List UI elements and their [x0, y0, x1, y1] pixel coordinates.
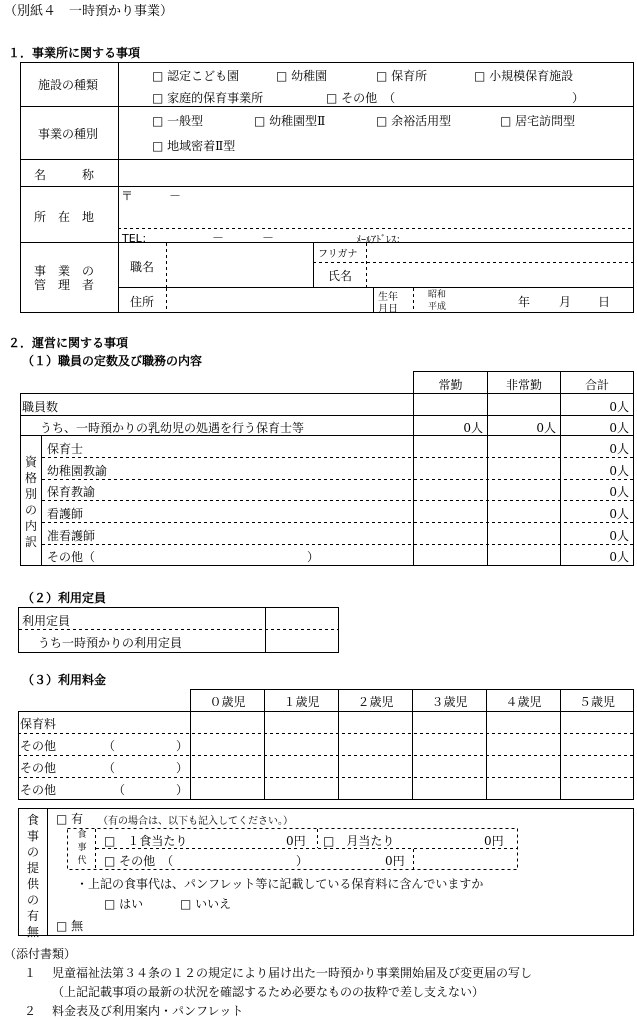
meal-per-month-value[interactable]: 0円 [484, 834, 504, 848]
fee-row-other-3: その他 [20, 783, 57, 797]
caregiver-total[interactable]: 0人 [609, 421, 629, 435]
fee-row-other-2: その他 [20, 761, 57, 775]
fee-col-age3: ３歳児 [431, 695, 468, 709]
birth-month-unit: 月 [559, 295, 572, 309]
meals-label: 食 事 の 提 供 の 有 無 [26, 813, 39, 939]
job-title-label: 職名 [130, 260, 155, 274]
staff-subtitle: （１）職員の定数及び職務の内容 [22, 354, 203, 368]
section-1-title: １．事業所に関する事項 [8, 46, 141, 60]
capacity-subtitle: （２）利用定員 [22, 591, 107, 605]
attachments-title: （添付書類） [4, 947, 77, 961]
facility-type-kindergarten[interactable]: □ 幼稚園 [276, 69, 328, 83]
birth-label-line2: 月日 [378, 304, 398, 315]
facility-type-nintei[interactable]: □ 認定こども園 [152, 69, 240, 83]
manager-address-label: 住所 [130, 295, 155, 309]
caregiver-label: うち、一時預かりの乳幼児の処遇を行う保育士等 [40, 421, 305, 435]
qual-row-other: その他（ [47, 550, 96, 564]
fee-row-other-1-close: ） [176, 739, 189, 753]
facility-type-home[interactable]: □ 家庭的保育事業所 [152, 91, 264, 105]
qual-row-hoikushi-total[interactable]: 0人 [609, 442, 629, 456]
qual-row-hoiku-kyoyu-total[interactable]: 0人 [609, 485, 629, 499]
meal-per-meal-checkbox[interactable]: □ １食当たり [104, 834, 188, 848]
qual-row-assoc-nurse-total[interactable]: 0人 [609, 529, 629, 543]
attachment-1-num: １ [24, 966, 37, 980]
person-name-label: 氏名 [328, 269, 353, 283]
manager-label-line1: 事 業 の [34, 264, 95, 278]
attachment-1-note: （上記記載事項の最新の状況を確認するため必要なものの抜粋で差し支えない） [52, 985, 485, 999]
qual-row-other-close: ） [307, 550, 320, 564]
facility-type-other[interactable]: □ その他 （ [326, 91, 396, 105]
col-parttime: 非常勤 [505, 378, 542, 392]
qual-row-other-total[interactable]: 0人 [609, 550, 629, 564]
meal-question-no[interactable]: □ いいえ [180, 897, 232, 911]
meal-question: ・上記の食事代は、パンフレット等に記載している保育料に含んでいますか [76, 877, 484, 891]
birth-label-line1: 生年 [378, 292, 398, 303]
qual-row-nurse-total[interactable]: 0人 [609, 507, 629, 521]
caregiver-parttime[interactable]: 0人 [536, 421, 556, 435]
col-total: 合計 [584, 378, 609, 392]
business-type-home-visit[interactable]: □ 居宅訪問型 [500, 114, 576, 128]
attachment-2-num: ２ [24, 1004, 37, 1018]
fee-col-age1: １歳児 [283, 695, 320, 709]
fee-row-other-1: その他 [20, 739, 57, 753]
meal-per-meal-value[interactable]: 0円 [286, 834, 306, 848]
tel-dash-2: － [262, 231, 275, 245]
attachment-2-text: 料金表及び利用案内・パンフレット [52, 1004, 244, 1018]
qual-row-kindergarten-teacher-total[interactable]: 0人 [609, 464, 629, 478]
qual-row-hoikushi: 保育士 [47, 442, 84, 456]
temp-capacity-label: うち一時預かりの利用定員 [38, 636, 183, 650]
facility-type-label: 施設の種類 [38, 78, 99, 92]
qual-row-assoc-nurse: 准看護師 [47, 529, 96, 543]
business-type-label: 事業の種別 [38, 127, 99, 141]
section-2-title: ２．運営に関する事項 [8, 336, 129, 350]
furigana-label: フリガナ [318, 249, 358, 260]
facility-type-small[interactable]: □ 小規模保育施設 [474, 69, 574, 83]
fee-col-age5: ５歳児 [578, 695, 615, 709]
fee-col-age0: ０歳児 [209, 695, 246, 709]
facility-type-other-close: ） [572, 91, 585, 105]
qual-row-nurse: 看護師 [47, 507, 84, 521]
fees-subtitle: （３）利用料金 [22, 673, 107, 687]
fee-row-other-3-open: （ [113, 783, 126, 797]
tel-label: TEL： [122, 232, 153, 245]
facility-type-nursery[interactable]: □ 保育所 [376, 69, 428, 83]
meal-other-value[interactable]: 0円 [385, 854, 405, 868]
capacity-label: 利用定員 [22, 614, 71, 628]
tel-dash-1: － [212, 231, 225, 245]
business-type-spare[interactable]: □ 余裕活用型 [376, 114, 452, 128]
meals-no-checkbox[interactable]: □ 無 [56, 919, 84, 933]
address-label: 所 在 地 [34, 210, 95, 224]
qual-row-kindergarten-teacher: 幼稚園教諭 [47, 464, 108, 478]
fee-row-other-1-open: （ [103, 739, 116, 753]
manager-label-line2: 管 理 者 [34, 278, 95, 292]
meal-question-yes[interactable]: □ はい [104, 897, 144, 911]
fee-row-other-3-close: ） [176, 783, 189, 797]
fee-row-other-2-close: ） [176, 761, 189, 775]
staff-count-label: 職員数 [22, 400, 59, 414]
attachment-1-text: 児童福祉法第３４条の１２の規定により届け出た一時預かり事業開始届及び変更届の写し [52, 966, 533, 980]
business-type-general[interactable]: □ 一般型 [152, 114, 204, 128]
meal-other-close: ） [296, 854, 309, 868]
era-showa[interactable]: 昭和 [428, 290, 447, 300]
fee-row-childcare: 保育料 [20, 717, 57, 731]
fee-col-age4: ４歳児 [505, 695, 542, 709]
meal-other-checkbox[interactable]: □ その他 （ [104, 854, 174, 868]
meals-yes-checkbox[interactable]: □ 有 [56, 812, 84, 826]
birth-year-unit: 年 [518, 295, 531, 309]
name-label: 名 称 [34, 168, 95, 182]
qualification-breakdown-label: 資 格 別 の 内 訳 [24, 455, 37, 549]
form-header: （別紙４ 一時預かり事業） [4, 4, 174, 19]
meal-per-month-checkbox[interactable]: □ 月当たり [323, 834, 395, 848]
meals-yes-note: （有の場合は、以下も記入してください。） [98, 816, 293, 827]
fee-col-age2: ２歳児 [357, 695, 394, 709]
col-fulltime: 常勤 [438, 378, 463, 392]
birth-day-unit: 日 [598, 295, 611, 309]
postal-code[interactable]: 〒 － [121, 189, 182, 203]
caregiver-fulltime[interactable]: 0人 [463, 421, 483, 435]
qual-row-hoiku-kyoyu: 保育教諭 [47, 485, 96, 499]
email-label: ﾒｰﾙｱﾄﾞﾚｽ： [356, 235, 406, 246]
meal-fee-label: 食 事 代 [77, 830, 87, 866]
business-type-kindergarten2[interactable]: □ 幼稚園型Ⅱ [254, 114, 326, 128]
era-heisei[interactable]: 平成 [428, 302, 447, 312]
fee-row-other-2-open: （ [103, 761, 116, 775]
business-type-local2[interactable]: □ 地域密着Ⅱ型 [152, 139, 236, 153]
staff-count-total[interactable]: 0人 [609, 400, 629, 414]
